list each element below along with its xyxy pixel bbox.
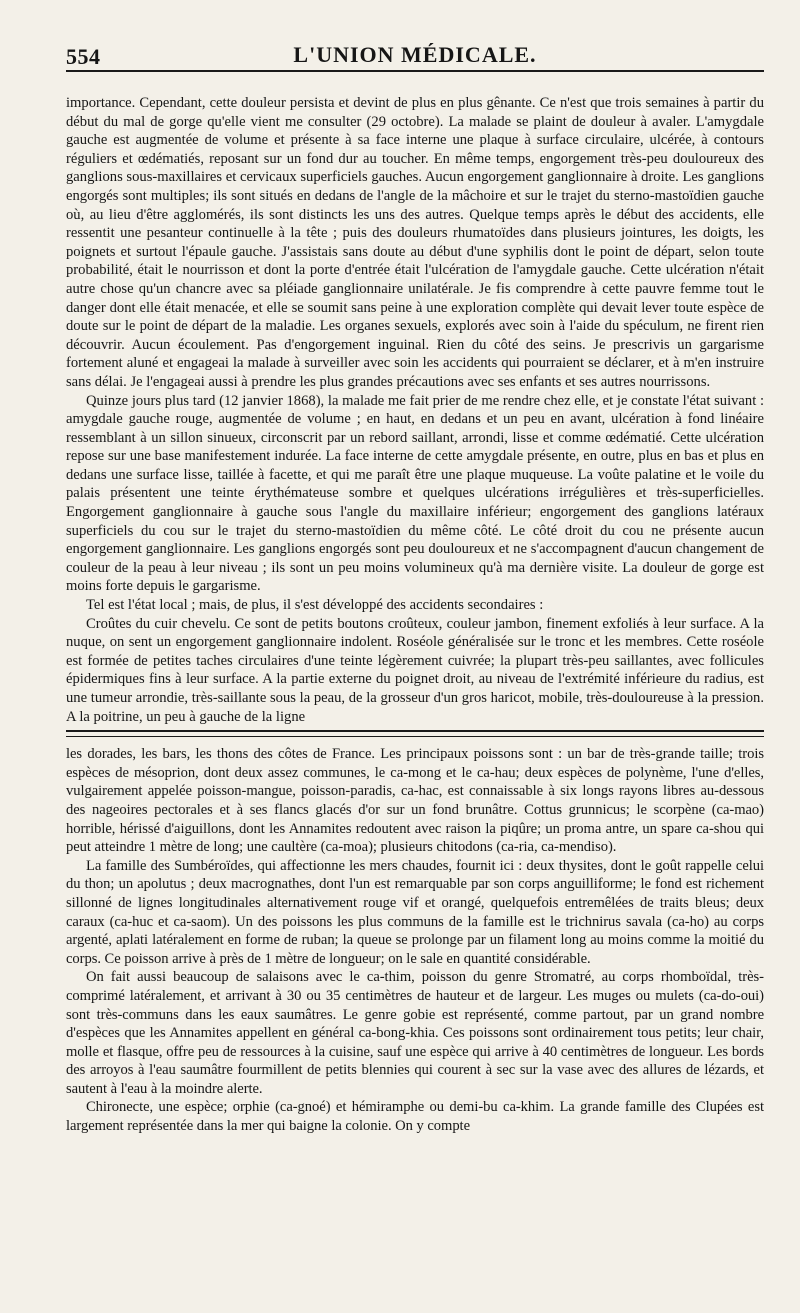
article-paragraph: Quinze jours plus tard (12 janvier 1868), la malade me fait prier de me rendre chez elle, et je constate l'état suivant : amygdale gauche rouge, augmentée de volume ; en haut, en dedans et un peu en avant, ulcération à fond linéaire ressemblant à un sillon sinueux, circonscrit par un rebord saillant, arrondi, lisse et comme œdématié. Cette ulcération repose sur une base manifestement indurée. La face interne de cette amygdale présente, en outre, plus en bas et plus en dedans une surface lisse, taillée à facette, et qui me paraît être une plaque muqueuse. La voûte palatine et le voile du palais présentent une teinte érythémateuse sombre et quelques ulcérations irrégulières et très-superficielles. Engorgement ganglionnaire à gauche sous l'angle du maxillaire inférieur; engorgement des ganglions latéraux superficiels du cou sur le trajet du sterno-mastoïdien du même côté. Le côté droit du cou ne présente aucun engorgement ganglionnaire. Les ganglions engorgés sont peu douloureux et ne s'accompagnent d'aucun changement de couleur de la peau à leur niveau ; ils sont un peu moins volumineux qu'à ma dernière visite. La douleur de gorge est moins forte depuis le gargarisme. — [66, 392, 764, 595]
page-number: 554 — [66, 44, 101, 69]
feuilleton-divider — [66, 730, 764, 737]
running-head — [66, 42, 764, 72]
article-paragraph: importance. Cependant, cette douleur persista et devint de plus en plus gênante. Ce n'est que trois semaines à partir du début du mal de gorge qu'elle vient me consulter (29 octobre). La malade se plaint de douleur à avaler. L'amygdale gauche est augmentée de volume et présente à sa face interne une plaque à surface circulaire, ulcérée, à contours réguliers et œdématiés, reposant sur un fond dur au toucher. En même temps, engorgement très-peu douloureux des ganglions sous-maxillaires et cervicaux superficiels gauches. Aucun engorgement ganglionnaire à droite. Les ganglions engorgés sont multiples; ils sont situés en dedans de l'angle de la mâchoire et sur le trajet du sterno-mastoïdien gauche où, au lieu d'être agglomérés, ils sont distincts les uns des autres. Quelque temps après le début des accidents, elle ressentit une pesanteur continuelle à la tête ; puis des douleurs rhumatoïdes dans plusieurs jointures, les doigts, les poignets et surtout l'épaule gauche. J'assistais sans doute au début d'une syphilis dont le point de départ, selon toute probabilité, était le nourrisson et dont la porte d'entrée était l'ulcération de l'amygdale gauche. Cette ulcération n'était autre chose qu'un chancre avec sa pléiade ganglionnaire unilatérale. Je fis comprendre à cette pauvre femme tout le danger dont elle était menacée, et elle se soumit sans peine à une exploration complète qui devait lever toute espèce de doute sur le point de départ de la maladie. Les organes sexuels, explorés avec soin à l'aide du spéculum, ne firent rien découvrir. Aucun écoulement. Pas d'engorgement inguinal. Rien du côté des seins. Je prescrivis un gargarisme fortement aluné et engageai la malade à surveiller avec soin les accidents qui pourraient se déclarer, et à m'en instruire sans délai. Je l'engageai aussi à prendre les plus grandes précautions avec ses enfants et ses autres nourrissons. — [66, 95, 764, 390]
feuilleton-paragraph: Chironecte, une espèce; orphie (ca-gnoé) et hémiramphe ou demi-bu ca-khim. La grande famille des Clupées est largement représentée dans la mer qui baigne la colonie. On y compte — [66, 1099, 764, 1135]
article-paragraph: Tel est l'état local ; mais, de plus, il s'est développé des accidents secondaires : — [86, 597, 544, 614]
feuilleton-paragraph: On fait aussi beaucoup de salaisons avec le ca-thim, poisson du genre Stromatré, au corps rhomboïdal, très-comprimé latéralement, et arrivant à 30 ou 35 centimètres de hauteur et de largeur. Les muges ou mulets (ca-do-oui) sont très-communs dans les eaux saumâtres. Le genre gobie est représenté, comme partout, par un grand nombre d'espèces que les Annamites appellent en général ca-bong-khia. Ces poissons sont ordinairement tous petits; leur chair, molle et flasque, offre peu de ressources à la cuisine, sauf une espèce qui arrive à 40 centimètres de longueur. Les bords des arroyos à l'eau saumâtre fourmillent de petits blennies qui courent à sec sur la vase avec des allures de lézards, et sautent à l'eau à la moindre alerte. — [66, 969, 764, 1097]
feuilleton-paragraph: les dorades, les bars, les thons des côtes de France. Les principaux poissons sont : un bar de très-grande taille; trois espèces de mésoprion, dont deux assez communes, le ca-mong et le ca-hau; deux espèces de polynème, l'une d'elles, vulgairement appelée poisson-mangue, poisson-paradis, ca-hac, est connaissable à six longs rayons libres au-dessous des nageoires pectorales et à ses flancs glacés d'or sur un fond brunâtre. Cottus grunnicus; le scorpène (ca-mao) horrible, hérissé d'aiguillons, dont les Annamites redoutent avec raison la piqûre; un proma antre, un spare ca-shou qui peut atteindre 1 mètre de long; une caultère (ca-moa); plusieurs chitodons (ca-ria, ca-mendiso). — [66, 746, 764, 856]
journal-title: L'UNION MÉDICALE. — [293, 42, 537, 67]
feuilleton-article — [66, 745, 764, 1135]
feuilleton-paragraph: La famille des Sumbéroïdes, qui affectionne les mers chaudes, fournit ici : deux thysites, dont le goût rappelle celui du thon; un apolutus ; deux macrognathes, dont l'un est remarquable par son corps anguilliforme; le fond est richement sillonné de lignes longitudinales alternativement rouge vif et orangé, quelquefois entremêlées de traits bleus; deux caraux (ca-huc et ca-saom). Un des poissons les plus communs de la famille est le trichnirus savala (ca-ho) au corps argenté, aplati latéralement en forme de ruban; la queue se prolonge par un filament long au moins comme la moitié du corps. Ce poisson arrive à près de 1 mètre de longueur; on le sale en quantité considérable. — [66, 857, 764, 967]
article-paragraph: Croûtes du cuir chevelu. Ce sont de petits boutons croûteux, couleur jambon, finement exfoliés à leur surface. A la nuque, on sent un engorgement ganglionnaire indolent. Roséole généralisée sur le tronc et les membres. Cette roséole est formée de petites taches circulaires d'une teinte légèrement cuivrée; la plupart très-peu saillantes, avec follicules épidermiques fins à leur surface. A la partie externe du poignet droit, au niveau de l'extrémité inférieure du radius, est une tumeur arrondie, très-saillante sous la peau, de la grosseur d'un gros haricot, mobile, très-douloureuse à la pression. A la poitrine, un peu à gauche de la ligne — [66, 615, 764, 725]
medical-article — [66, 94, 764, 726]
